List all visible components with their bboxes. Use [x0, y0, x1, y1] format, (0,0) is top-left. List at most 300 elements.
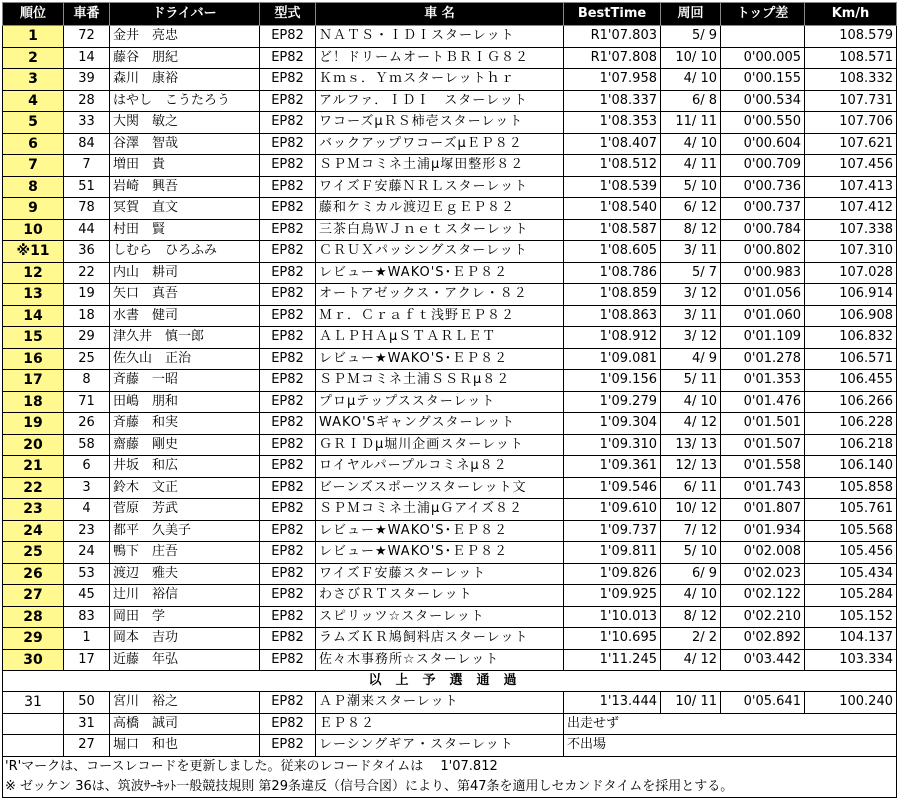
laps-cell: 10/ 12 — [661, 499, 721, 521]
driver-cell: 水書 健司 — [110, 305, 260, 327]
laps-cell: 12/ 13 — [661, 456, 721, 478]
car-name-cell: ラムズＫＲ鳩飼料店スターレット — [316, 628, 564, 650]
gap-cell: 0'00.709 — [721, 155, 805, 177]
model-cell: EP82 — [260, 456, 316, 478]
position-cell: 13 — [3, 284, 64, 306]
car-name-cell: 佐々木事務所☆スターレット — [316, 649, 564, 671]
model-cell: EP82 — [260, 563, 316, 585]
best-time-cell: 1'11.245 — [564, 649, 661, 671]
position-cell: 16 — [3, 348, 64, 370]
model-cell: EP82 — [260, 606, 316, 628]
speed-cell: 103.334 — [805, 649, 897, 671]
gap-cell: 0'02.210 — [721, 606, 805, 628]
note-text: ※ ゼッケン 36は、筑波ｻｰｷｯﾄ一般競技規則 第29条違反（信号合図）により、第47条を適用しセカンドタイムを採用とする。 — [3, 777, 897, 798]
model-cell: EP82 — [260, 391, 316, 413]
best-time-cell: 1'09.156 — [564, 370, 661, 392]
model-cell: EP82 — [260, 692, 316, 714]
driver-cell: 藤谷 朋紀 — [110, 47, 260, 69]
model-cell: EP82 — [260, 542, 316, 564]
position-cell: 20 — [3, 434, 64, 456]
position-cell: 25 — [3, 542, 64, 564]
car-number-cell: 24 — [64, 542, 110, 564]
model-cell: EP82 — [260, 69, 316, 91]
position-cell: 9 — [3, 198, 64, 220]
car-name-cell: プロμテップススターレット — [316, 391, 564, 413]
car-number-cell: 31 — [64, 713, 110, 735]
laps-cell: 3/ 12 — [661, 284, 721, 306]
gap-cell: 0'01.507 — [721, 434, 805, 456]
driver-cell: 村田 賢 — [110, 219, 260, 241]
best-time-cell: 1'08.337 — [564, 90, 661, 112]
car-number-cell: 78 — [64, 198, 110, 220]
car-name-cell: ＳＰＭコミネ土浦ＳＳＲμ８２ — [316, 370, 564, 392]
model-cell: EP82 — [260, 305, 316, 327]
gap-cell: 0'01.476 — [721, 391, 805, 413]
best-time-cell: 1'09.826 — [564, 563, 661, 585]
best-time-cell: 1'09.610 — [564, 499, 661, 521]
table-row — [3, 69, 897, 91]
model-cell: EP82 — [260, 133, 316, 155]
results-body — [3, 26, 897, 798]
note-row — [3, 777, 897, 798]
model-cell: EP82 — [260, 219, 316, 241]
gap-cell: 0'01.060 — [721, 305, 805, 327]
car-name-cell: Ｍｒ．Ｃｒａｆｔ浅野ＥＰ８２ — [316, 305, 564, 327]
car-name-cell: Ｋｍｓ．Ｙｍスターレットｈｒ — [316, 69, 564, 91]
speed-cell: 105.434 — [805, 563, 897, 585]
best-time-cell: 1'09.279 — [564, 391, 661, 413]
table-row — [3, 348, 897, 370]
laps-cell: 4/ 9 — [661, 348, 721, 370]
car-name-cell: わさびＲＴスターレット — [316, 585, 564, 607]
position-cell: 12 — [3, 262, 64, 284]
table-row — [3, 606, 897, 628]
gap-cell: 0'01.278 — [721, 348, 805, 370]
car-number-cell: 44 — [64, 219, 110, 241]
best-time-cell: 1'07.958 — [564, 69, 661, 91]
table-row — [3, 112, 897, 134]
position-cell: 23 — [3, 499, 64, 521]
table-row — [3, 649, 897, 671]
driver-cell: 鴨下 庄吾 — [110, 542, 260, 564]
best-time-cell: 1'09.737 — [564, 520, 661, 542]
laps-cell: 6/ 9 — [661, 563, 721, 585]
table-row — [3, 305, 897, 327]
laps-cell: 5/ 7 — [661, 262, 721, 284]
best-time-cell: 1'09.925 — [564, 585, 661, 607]
position-cell: 17 — [3, 370, 64, 392]
car-number-cell: 17 — [64, 649, 110, 671]
laps-cell: 4/ 10 — [661, 585, 721, 607]
car-number-cell: 23 — [64, 520, 110, 542]
driver-cell: 矢口 真吾 — [110, 284, 260, 306]
laps-cell: 6/ 12 — [661, 198, 721, 220]
position-cell: 4 — [3, 90, 64, 112]
driver-cell: 田嶋 朋和 — [110, 391, 260, 413]
table-row — [3, 47, 897, 69]
position-cell: ※11 — [3, 241, 64, 263]
model-cell: EP82 — [260, 284, 316, 306]
position-cell: 21 — [3, 456, 64, 478]
driver-cell: 鈴木 文正 — [110, 477, 260, 499]
gap-cell: 0'02.122 — [721, 585, 805, 607]
table-row — [3, 262, 897, 284]
position-cell: 27 — [3, 585, 64, 607]
car-name-cell: ど！ドリームオートＢＲＩＧ８２ — [316, 47, 564, 69]
speed-cell: 107.412 — [805, 198, 897, 220]
best-time-cell: 1'08.540 — [564, 198, 661, 220]
car-number-cell: 14 — [64, 47, 110, 69]
car-name-cell: ＳＰＭコミネ土浦μＧアイズ８２ — [316, 499, 564, 521]
best-time-cell: R1'07.808 — [564, 47, 661, 69]
laps-cell: 11/ 11 — [661, 112, 721, 134]
driver-cell: 斉藤 一昭 — [110, 370, 260, 392]
table-row — [3, 90, 897, 112]
position-cell: 29 — [3, 628, 64, 650]
model-cell: EP82 — [260, 112, 316, 134]
gap-cell: 0'01.743 — [721, 477, 805, 499]
driver-cell: 金井 亮忠 — [110, 26, 260, 48]
driver-cell: 増田 貴 — [110, 155, 260, 177]
car-name-cell: ＧＲＩＤμ堀川企画スターレット — [316, 434, 564, 456]
gap-cell: 0'00.534 — [721, 90, 805, 112]
note-text: 'R'マークは、コースレコードを更新しました。従来のレコードタイムは 1'07.812 — [3, 756, 897, 777]
car-name-cell: 三茶白鳥ＷＪｎｅｔスターレット — [316, 219, 564, 241]
driver-cell: 内山 耕司 — [110, 262, 260, 284]
car-number-cell: 28 — [64, 90, 110, 112]
gap-cell: 0'05.641 — [721, 692, 805, 714]
status-row — [3, 735, 897, 757]
laps-cell: 2/ 2 — [661, 628, 721, 650]
header-model: 型式 — [260, 3, 316, 26]
laps-cell: 6/ 8 — [661, 90, 721, 112]
table-row — [3, 155, 897, 177]
best-time-cell: 1'08.912 — [564, 327, 661, 349]
position-cell: 14 — [3, 305, 64, 327]
car-number-cell: 29 — [64, 327, 110, 349]
car-name-cell: ビーンズスポーツスターレット文 — [316, 477, 564, 499]
laps-cell: 7/ 12 — [661, 520, 721, 542]
car-number-cell: 58 — [64, 434, 110, 456]
laps-cell: 8/ 12 — [661, 219, 721, 241]
position-cell — [3, 735, 64, 757]
driver-cell: 大関 敏之 — [110, 112, 260, 134]
best-time-cell: 1'08.863 — [564, 305, 661, 327]
model-cell: EP82 — [260, 26, 316, 48]
best-time-cell: 1'09.811 — [564, 542, 661, 564]
model-cell: EP82 — [260, 198, 316, 220]
laps-cell: 5/ 11 — [661, 370, 721, 392]
position-cell: 31 — [3, 692, 64, 714]
car-name-cell: レビュー★WAKO'S･ＥＰ８２ — [316, 542, 564, 564]
laps-cell: 10/ 11 — [661, 692, 721, 714]
position-cell: 2 — [3, 47, 64, 69]
car-number-cell: 51 — [64, 176, 110, 198]
gap-cell — [721, 26, 805, 48]
car-name-cell: レビュー★WAKO'S･ＥＰ８２ — [316, 348, 564, 370]
best-time-cell: 1'10.695 — [564, 628, 661, 650]
speed-cell: 106.914 — [805, 284, 897, 306]
header-laps: 周回 — [661, 3, 721, 26]
table-row — [3, 456, 897, 478]
results-table — [2, 2, 897, 798]
car-name-cell: WAKO'Sギャングスターレット — [316, 413, 564, 435]
driver-cell: はやし こうたろう — [110, 90, 260, 112]
car-name-cell: レビュー★WAKO'S･ＥＰ８２ — [316, 520, 564, 542]
model-cell: EP82 — [260, 241, 316, 263]
table-row — [3, 628, 897, 650]
speed-cell: 105.284 — [805, 585, 897, 607]
best-time-cell: R1'07.803 — [564, 26, 661, 48]
driver-cell: 井坂 和広 — [110, 456, 260, 478]
car-number-cell: 3 — [64, 477, 110, 499]
driver-cell: 渡辺 雅夫 — [110, 563, 260, 585]
laps-cell: 3/ 12 — [661, 327, 721, 349]
table-row — [3, 413, 897, 435]
gap-cell: 0'00.005 — [721, 47, 805, 69]
car-name-cell: ＮＡＴＳ・ＩＤＩスターレット — [316, 26, 564, 48]
position-cell: 15 — [3, 327, 64, 349]
driver-cell: 近藤 年弘 — [110, 649, 260, 671]
laps-cell: 5/ 10 — [661, 176, 721, 198]
laps-cell: 4/ 12 — [661, 649, 721, 671]
driver-cell: 斉藤 和実 — [110, 413, 260, 435]
speed-cell: 107.413 — [805, 176, 897, 198]
car-number-cell: 36 — [64, 241, 110, 263]
gap-cell: 0'01.056 — [721, 284, 805, 306]
driver-cell: 谷澤 智哉 — [110, 133, 260, 155]
header-row — [3, 3, 897, 26]
status-cell: 不出場 — [564, 735, 897, 757]
gap-cell: 0'00.604 — [721, 133, 805, 155]
car-number-cell: 33 — [64, 112, 110, 134]
model-cell: EP82 — [260, 585, 316, 607]
best-time-cell: 1'09.310 — [564, 434, 661, 456]
car-name-cell: ＣＲＵＸパッシングスターレット — [316, 241, 564, 263]
gap-cell: 0'01.353 — [721, 370, 805, 392]
header-driver: ドライバー — [110, 3, 260, 26]
speed-cell: 107.621 — [805, 133, 897, 155]
status-cell: 出走せず — [564, 713, 897, 735]
table-row — [3, 219, 897, 241]
model-cell: EP82 — [260, 520, 316, 542]
car-number-cell: 4 — [64, 499, 110, 521]
position-cell: 5 — [3, 112, 64, 134]
car-name-cell: ワイズＦ安藤ＮＲＬスターレット — [316, 176, 564, 198]
laps-cell: 3/ 11 — [661, 305, 721, 327]
header-best: BestTime — [564, 3, 661, 26]
car-name-cell: レビュー★WAKO'S･ＥＰ８２ — [316, 262, 564, 284]
car-name-cell: ＡＰ潮来スターレット — [316, 692, 564, 714]
speed-cell: 100.240 — [805, 692, 897, 714]
header-no: 車番 — [64, 3, 110, 26]
gap-cell: 0'01.501 — [721, 413, 805, 435]
gap-cell: 0'00.736 — [721, 176, 805, 198]
best-time-cell: 1'09.361 — [564, 456, 661, 478]
best-time-cell: 1'08.539 — [564, 176, 661, 198]
qualify-separator: 以上予選通過 — [3, 671, 897, 692]
model-cell: EP82 — [260, 499, 316, 521]
position-cell: 19 — [3, 413, 64, 435]
table-row — [3, 198, 897, 220]
best-time-cell: 1'08.587 — [564, 219, 661, 241]
table-row — [3, 370, 897, 392]
note-row — [3, 756, 897, 777]
gap-cell: 0'00.737 — [721, 198, 805, 220]
car-number-cell: 19 — [64, 284, 110, 306]
header-pos: 順位 — [3, 3, 64, 26]
model-cell: EP82 — [260, 477, 316, 499]
position-cell: 6 — [3, 133, 64, 155]
car-name-cell: バックアップワコーズμＥＰ８２ — [316, 133, 564, 155]
speed-cell: 106.832 — [805, 327, 897, 349]
gap-cell: 0'02.892 — [721, 628, 805, 650]
gap-cell: 0'00.550 — [721, 112, 805, 134]
speed-cell: 106.218 — [805, 434, 897, 456]
table-row — [3, 133, 897, 155]
gap-cell: 0'01.934 — [721, 520, 805, 542]
gap-cell: 0'02.023 — [721, 563, 805, 585]
laps-cell: 13/ 13 — [661, 434, 721, 456]
laps-cell: 3/ 11 — [661, 241, 721, 263]
car-name-cell: ＥＰ８２ — [316, 713, 564, 735]
driver-cell: 宮川 裕之 — [110, 692, 260, 714]
position-cell: 26 — [3, 563, 64, 585]
laps-cell: 4/ 10 — [661, 133, 721, 155]
table-row — [3, 499, 897, 521]
speed-cell: 106.571 — [805, 348, 897, 370]
status-row — [3, 713, 897, 735]
speed-cell: 105.858 — [805, 477, 897, 499]
driver-cell: 岩崎 興吾 — [110, 176, 260, 198]
model-cell: EP82 — [260, 90, 316, 112]
table-row — [3, 692, 897, 714]
position-cell: 10 — [3, 219, 64, 241]
table-row — [3, 391, 897, 413]
car-number-cell: 1 — [64, 628, 110, 650]
speed-cell: 105.152 — [805, 606, 897, 628]
model-cell: EP82 — [260, 155, 316, 177]
gap-cell: 0'00.155 — [721, 69, 805, 91]
car-number-cell: 7 — [64, 155, 110, 177]
best-time-cell: 1'09.081 — [564, 348, 661, 370]
table-row — [3, 563, 897, 585]
header-kmh: Km/h — [805, 3, 897, 26]
table-row — [3, 26, 897, 48]
laps-cell: 10/ 10 — [661, 47, 721, 69]
table-row — [3, 176, 897, 198]
car-number-cell: 6 — [64, 456, 110, 478]
speed-cell: 106.140 — [805, 456, 897, 478]
position-cell: 8 — [3, 176, 64, 198]
driver-cell: 菅原 芳武 — [110, 499, 260, 521]
car-name-cell: アルファ．ＩＤＩ スターレット — [316, 90, 564, 112]
header-car: 車 名 — [316, 3, 564, 26]
model-cell: EP82 — [260, 262, 316, 284]
driver-cell: 佐久山 正治 — [110, 348, 260, 370]
gap-cell: 0'00.983 — [721, 262, 805, 284]
position-cell: 3 — [3, 69, 64, 91]
best-time-cell: 1'08.353 — [564, 112, 661, 134]
car-number-cell: 50 — [64, 692, 110, 714]
laps-cell: 6/ 11 — [661, 477, 721, 499]
driver-cell: 堀口 和也 — [110, 735, 260, 757]
speed-cell: 106.455 — [805, 370, 897, 392]
driver-cell: 冥賀 直文 — [110, 198, 260, 220]
speed-cell: 107.338 — [805, 219, 897, 241]
speed-cell: 107.731 — [805, 90, 897, 112]
speed-cell: 108.579 — [805, 26, 897, 48]
position-cell: 22 — [3, 477, 64, 499]
best-time-cell: 1'08.859 — [564, 284, 661, 306]
gap-cell: 0'03.442 — [721, 649, 805, 671]
model-cell: EP82 — [260, 628, 316, 650]
best-time-cell: 1'08.407 — [564, 133, 661, 155]
driver-cell: 高橋 誠司 — [110, 713, 260, 735]
speed-cell: 107.706 — [805, 112, 897, 134]
driver-cell: しむら ひろふみ — [110, 241, 260, 263]
driver-cell: 森川 康裕 — [110, 69, 260, 91]
position-cell: 30 — [3, 649, 64, 671]
table-row — [3, 241, 897, 263]
position-cell: 18 — [3, 391, 64, 413]
gap-cell: 0'02.008 — [721, 542, 805, 564]
best-time-cell: 1'08.512 — [564, 155, 661, 177]
laps-cell: 5/ 10 — [661, 542, 721, 564]
laps-cell: 5/ 9 — [661, 26, 721, 48]
speed-cell: 107.028 — [805, 262, 897, 284]
driver-cell: 都平 久美子 — [110, 520, 260, 542]
car-name-cell: ワコーズμＲＳ柿壱スターレット — [316, 112, 564, 134]
car-number-cell: 22 — [64, 262, 110, 284]
speed-cell: 106.228 — [805, 413, 897, 435]
gap-cell: 0'00.802 — [721, 241, 805, 263]
car-name-cell: オートアゼックス・アクレ・８２ — [316, 284, 564, 306]
speed-cell: 108.332 — [805, 69, 897, 91]
speed-cell: 108.571 — [805, 47, 897, 69]
laps-cell: 4/ 12 — [661, 413, 721, 435]
position-cell — [3, 713, 64, 735]
speed-cell: 107.456 — [805, 155, 897, 177]
best-time-cell: 1'09.546 — [564, 477, 661, 499]
laps-cell: 4/ 11 — [661, 155, 721, 177]
speed-cell: 105.456 — [805, 542, 897, 564]
qualify-separator-row — [3, 671, 897, 692]
car-name-cell: ワイズＦ安藤スターレット — [316, 563, 564, 585]
model-cell: EP82 — [260, 370, 316, 392]
best-time-cell: 1'08.605 — [564, 241, 661, 263]
speed-cell: 104.137 — [805, 628, 897, 650]
driver-cell: 齋藤 剛史 — [110, 434, 260, 456]
car-number-cell: 72 — [64, 26, 110, 48]
gap-cell: 0'01.109 — [721, 327, 805, 349]
position-cell: 1 — [3, 26, 64, 48]
car-name-cell: レーシングギア・スターレット — [316, 735, 564, 757]
model-cell: EP82 — [260, 735, 316, 757]
model-cell: EP82 — [260, 413, 316, 435]
model-cell: EP82 — [260, 348, 316, 370]
table-row — [3, 284, 897, 306]
model-cell: EP82 — [260, 713, 316, 735]
car-number-cell: 18 — [64, 305, 110, 327]
laps-cell: 8/ 12 — [661, 606, 721, 628]
laps-cell: 4/ 10 — [661, 391, 721, 413]
model-cell: EP82 — [260, 176, 316, 198]
car-number-cell: 25 — [64, 348, 110, 370]
car-number-cell: 8 — [64, 370, 110, 392]
car-name-cell: ロイヤルパープルコミネμ８２ — [316, 456, 564, 478]
table-row — [3, 542, 897, 564]
